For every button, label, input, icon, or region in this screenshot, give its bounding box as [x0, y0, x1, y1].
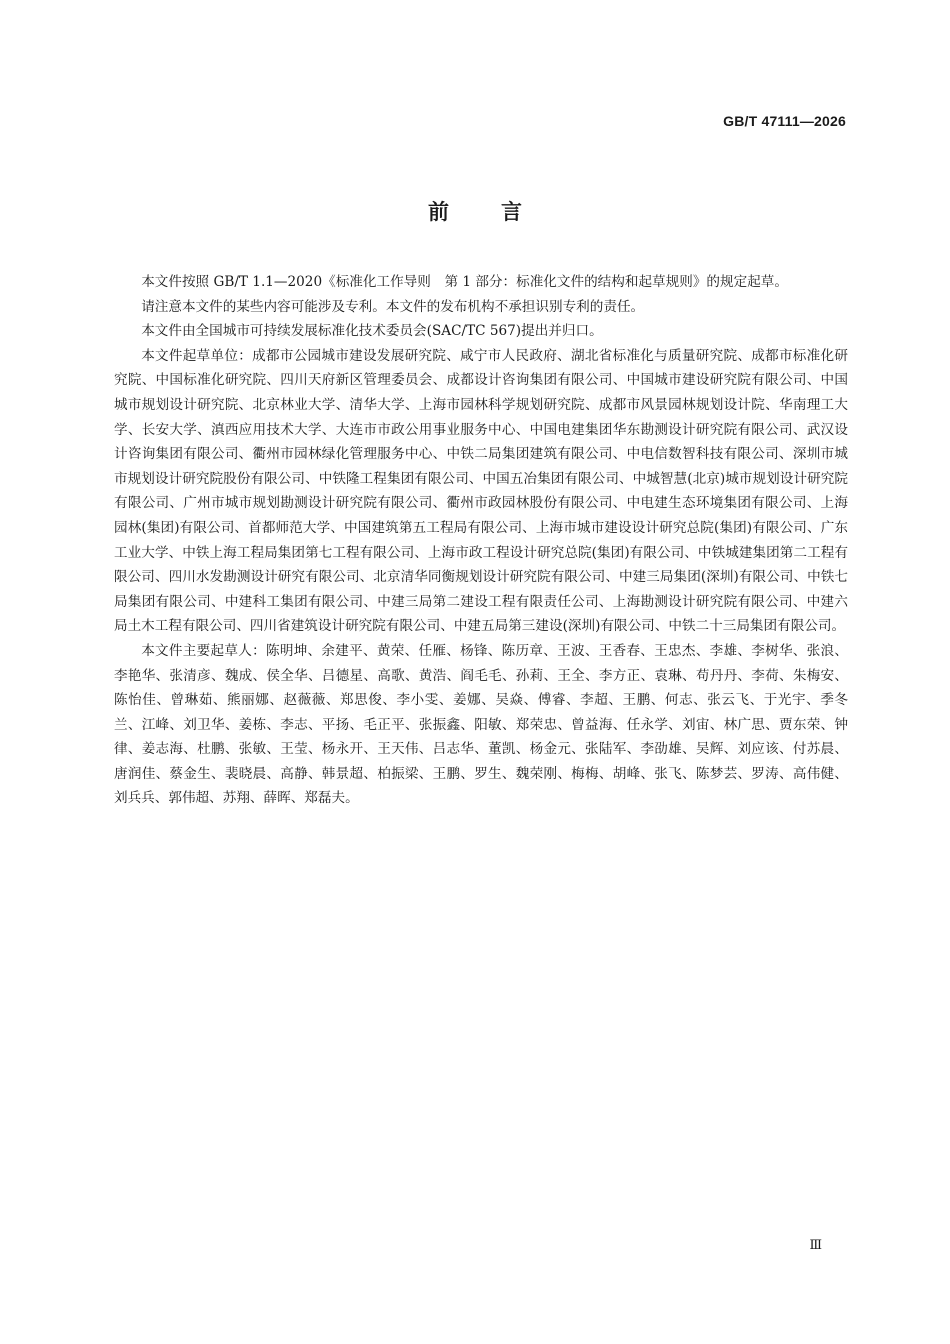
paragraph-proposer: 本文件由全国城市可持续发展标准化技术委员会(SAC/TC 567)提出并归口。: [141, 323, 603, 340]
paragraph-patent-notice: 请注意本文件的某些内容可能涉及专利。本文件的发布机构不承担识别专利的责任。: [141, 298, 645, 315]
paragraph-drafters: 本文件主要起草人：陈明坤、余建平、黄荣、任雁、杨锋、陈历章、王波、王香春、王忠杰、李雄、李树华、张浪、李艳华、张清彦、魏成、侯全华、吕德星、高歌、黄浩、阎毛毛、孙莉、王全、李方正、袁琳、苟丹丹、李荷、朱梅安、陈怡佳、曾琳茹、熊丽娜、赵薇薇、郑思俊、李小雯、姜娜、吴焱、傅睿、李超、王鹏、何志、张云飞、于光宇、季冬兰、江峰、刘卫华、姜栋、李志、平扬、毛正平、张振鑫、阳敏、郑荣忠、曾益海、任永学、刘宙、林广思、贾东荣、钟律、姜志海、杜鹏、张敏、王莹、杨永开、王天伟、吕志华、董凯、杨金元、张陆军、李劭雄、吴辉、刘应该、付苏晨、唐润佳、蔡金生、裴晓晨、高静、韩景超、柏振梁、王鹏、罗生、魏荣刚、梅梅、胡峰、张飞、陈梦芸、罗涛、高伟健、刘兵兵、郭伟超、苏翔、薛晖、郑磊夫。: [114, 642, 848, 807]
page-number: Ⅲ: [809, 1238, 822, 1253]
document-body: [114, 270, 848, 811]
paragraph-drafting-units: 本文件起草单位：成都市公园城市建设发展研究院、咸宁市人民政府、湖北省标准化与质量研究院、成都市标准化研究院、中国标准化研究院、四川天府新区管理委员会、成都设计咨询集团有限公司、中国城市建设研究院有限公司、中国城市规划设计研究院、北京林业大学、清华大学、上海市园林科学规划研究院、成都市风景园林规划设计院、华南理工大学、长安大学、滇西应用技术大学、大连市市政公用事业服务中心、中国电建集团华东勘测设计研究院有限公司、武汉设计咨询集团有限公司、衢州市园林绿化管理服务中心、中铁二局集团建筑有限公司、中电信数智科技有限公司、深圳市城市规划设计研究院股份有限公司、中铁隆工程集团有限公司、中国五冶集团有限公司、中城智慧(北京)城市规划设计研究院有限公司、广州市城市规划勘测设计研究院有限公司、衢州市政园林股份有限公司、中电建生态环境集团有限公司、上海园林(集团)有限公司、首都师范大学、中国建筑第五工程局有限公司、上海市城市建设设计研究总院(集团)有限公司、广东工业大学、中铁上海工程局集团第七工程有限公司、上海市政工程设计研究总院(集团)有限公司、中铁城建集团第二工程有限公司、四川水发勘测设计研究有限公司、北京清华同衡规划设计研究院有限公司、中建三局集团(深圳)有限公司、中铁七局集团有限公司、中建科工集团有限公司、中建三局第二建设工程有限责任公司、上海勘测设计研究院有限公司、中建六局土木工程有限公司、四川省建筑设计研究院有限公司、中建五局第三建设(深圳)有限公司、中铁二十三局集团有限公司。: [114, 347, 848, 635]
standard-code: GB/T 47111—2026: [723, 113, 846, 129]
paragraph-drafting-rules: 本文件按照 GB/T 1.1—2020《标准化工作导则 第 1 部分：标准化文件的结构和起草规则》的规定起草。: [141, 274, 788, 290]
page-title: 前言: [428, 200, 574, 224]
